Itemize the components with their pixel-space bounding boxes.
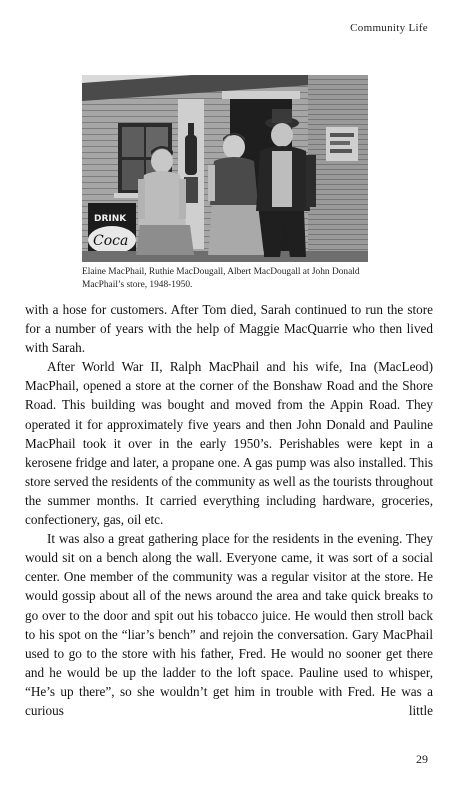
paragraph-1: with a hose for customers. After Tom died, Sarah continued to run the store for a number of years with the help of Maggie MacQuarrie who then lived with Sarah. xyxy=(25,302,433,356)
running-head: Community Life xyxy=(350,22,428,34)
sign-drink-text: DRINK xyxy=(94,214,127,224)
photo-caption: Elaine MacPhail, Ruthie MacDougall, Albert MacDougall at John Donald MacPhail’s store, 1948-1950. xyxy=(82,267,360,290)
store-photograph xyxy=(82,75,368,262)
sign-brand-text: Coca xyxy=(93,233,129,249)
body-text xyxy=(25,300,433,720)
page-number: 29 xyxy=(416,752,428,766)
photo-illustration xyxy=(82,75,368,262)
paragraph-3: It was also a great gathering place for the residents in the evening. They would sit on a bench along the wall. Everyone came, it was sort of a social center. One member of the community was a regular visitor at the store. He would gossip about all of the news around the area and take quick breaks to go over to the door and spit out his tobacco juice. He would then stroll back to his spot on the “liar’s bench” and rejoin the conversation. Gary MacPhail used to go to the store with his father, Fred. He would no sooner get there and he would be up the ladder to the loft space. Pauline used to whisper, “He’s up there”, so she wouldn’t get him in trouble with Fred. He was a curious little xyxy=(25,531,433,718)
paragraph-2: After World War II, Ralph MacPhail and his wife, Ina (MacLeod) MacPhail, opened a store at the corner of the Bonshaw Road and the Shore Road. This building was bought and moved from the Appin Road. They operated it for approximately five years and then John Donald and Pauline MacPhail took it over in the early 1950’s. Perishables were kept in a kerosene fridge and later, a propane one. A gas pump was also installed. This store served the residents of the community as well as the tourists throughout the summer months. It carried everything including hardware, groceries, confectionery, gas, oil etc. xyxy=(25,359,433,528)
